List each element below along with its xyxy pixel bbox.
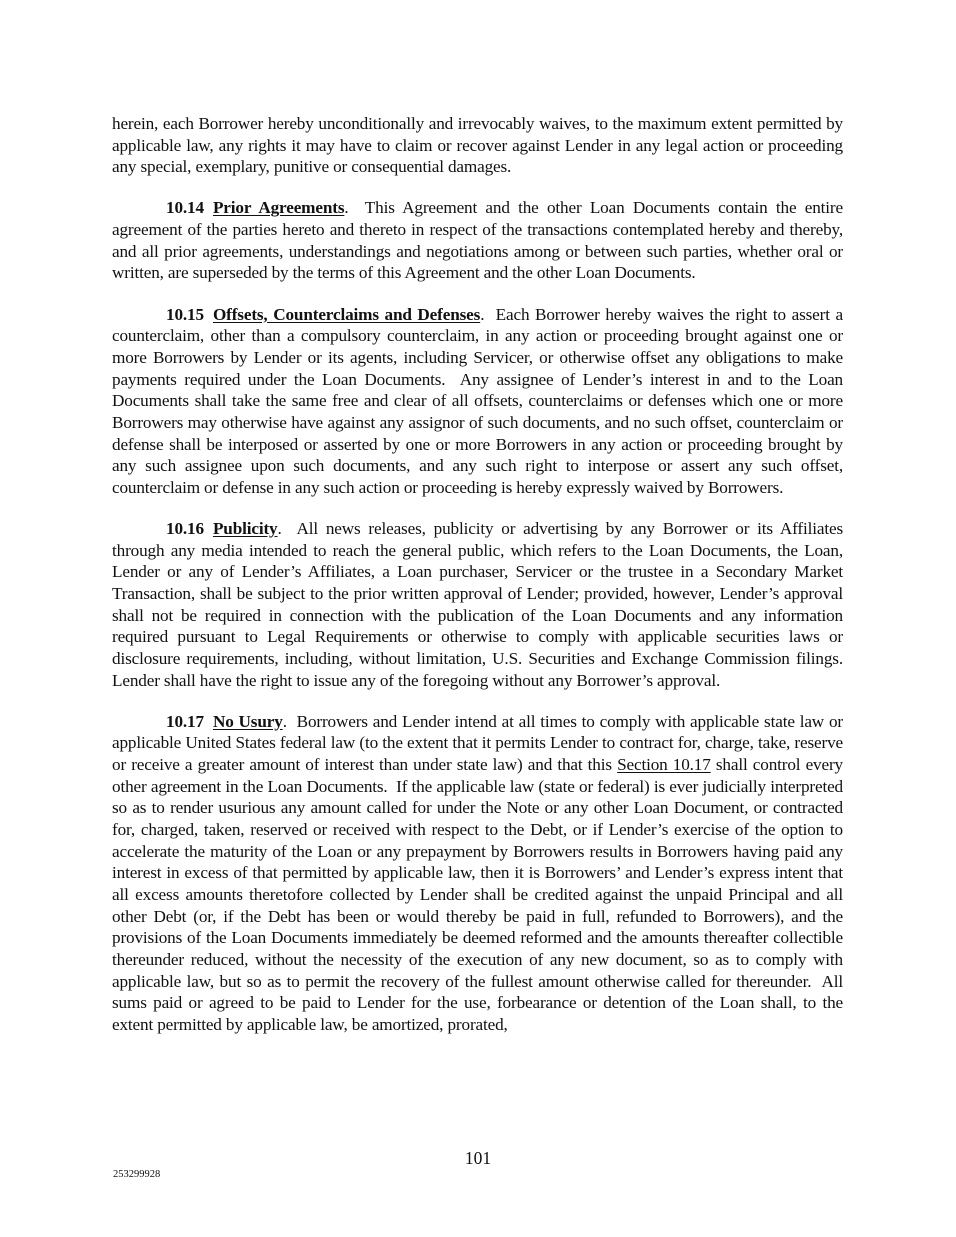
- continuation-paragraph: herein, each Borrower hereby unconditionally and irrevocably waives, to the maximum extent permitted by applicable law, any rights it may have to claim or recover against Lender in any legal action or proceeding any special, exemplary, punitive or consequential damages.: [112, 114, 843, 177]
- section-10-16-publicity: [112, 518, 852, 691]
- section-10-15-offsets-counterclaims-defenses: [112, 304, 848, 499]
- section-body: All news releases, publicity or advertising by any Borrower or its Affiliates through any media intended to reach the general public, which refers to the Loan Documents, the Loan, Lender or any of Lender’s Affiliates, a Loan purchaser, Servicer or the trustee in a Secondary Market Transaction, shall be subject to the prior written approval of Lender; provided, however, Lender’s approval shall not be required in connection with the publication of the Loan Documents and any information required pursuant to Legal Requirements or otherwise to comply with applicable securities laws or disclosure requirements, including, without limitation, U.S. Securities and Exchange Commission filings. Lender shall have the right to issue any of the foregoing without any Borrower’s approval.: [112, 519, 852, 690]
- section-title: No Usury: [212, 711, 283, 731]
- section-title: Prior Agreements: [212, 198, 345, 218]
- document-page: [112, 113, 852, 1055]
- section-title-period: .: [480, 304, 485, 324]
- document-id: 253299928: [113, 1169, 161, 1180]
- section-number: 10.16: [166, 519, 204, 538]
- section-body-part-2: shall control every other agreement in the Loan Documents. If the applicable law (state or federal) is ever judicially interpreted so as to render usurious any amount called for under the Note or any other Loan Document, or contracted for, charged, taken, reserved or received with respect to the Debt, or if Lender’s exercise of the option to accelerate the maturity of the Loan or any prepayment by Borrowers results in Borrowers having paid any interest in excess of that permitted by applicable law, then it is Borrowers’ and Lender’s express intent that all excess amounts theretofore collected by Lender shall be credited against the unpaid Principal and all other Debt (or, if the Debt has been or would thereby be paid in full, refunded to Borrowers), and the provisions of the Loan Documents immediately be deemed reformed and the amounts thereafter collectible thereunder reduced, without the necessity of the execution of any new document, so as to comply with applicable law, but so as to permit the recovery of the fullest amount otherwise called for thereunder. All sums paid or agreed to be paid to Lender for the use, forbearance or detention of the Loan shall, to the extent permitted by applicable law, be amortized, prorated,: [112, 755, 848, 1034]
- section-body: This Agreement and the other Loan Documents contain the entire agreement of the parties hereto and thereto in respect of the transactions contemplated hereby and thereby, and all prior agreements, understandings and negotiations among or between such parties, whether oral or written, are superseded by the terms of this Agreement and the other Loan Documents.: [112, 198, 848, 283]
- section-cross-reference: Section 10.17: [617, 755, 711, 775]
- section-title: Offsets, Counterclaims and Defenses: [212, 304, 481, 324]
- section-10-14-prior-agreements: [112, 197, 848, 284]
- section-number: 10.14: [166, 198, 204, 218]
- section-title: Publicity: [212, 519, 278, 538]
- section-body: Each Borrower hereby waives the right to assert a counterclaim, other than a compulsory counterclaim, in any action or proceeding brought against one or more Borrowers by Lender or its agents, including Servicer, or otherwise offset any obligations to make payments required under the Loan Documents. Any assignee of Lender’s interest in and to the Loan Documents shall take the same free and clear of all offsets, counterclaims or defenses which one or more Borrowers may otherwise have against any assignor of such documents, and no such offset, counterclaim or defense shall be interposed or asserted by one or more Borrowers in any action or proceeding brought by any such assignee upon such documents, and any such right to interpose or assert any such offset, counterclaim or defense in any such action or proceeding is hereby expressly waived by Borrowers.: [112, 304, 848, 497]
- section-10-17-no-usury: [112, 711, 848, 1036]
- section-body-part-1: Borrowers and Lender intend at all times to comply with applicable state law or applicable United States federal law (to the extent that it permits Lender to contract for, charge, take, reserve or receive a greater amount of interest than under state law) and that this: [112, 711, 848, 775]
- section-number: 10.17: [166, 711, 204, 731]
- section-title-period: .: [282, 711, 287, 731]
- section-title-period: .: [277, 519, 282, 538]
- page-number: 101: [464, 1148, 492, 1168]
- section-number: 10.15: [166, 304, 204, 324]
- section-title-period: .: [344, 198, 349, 218]
